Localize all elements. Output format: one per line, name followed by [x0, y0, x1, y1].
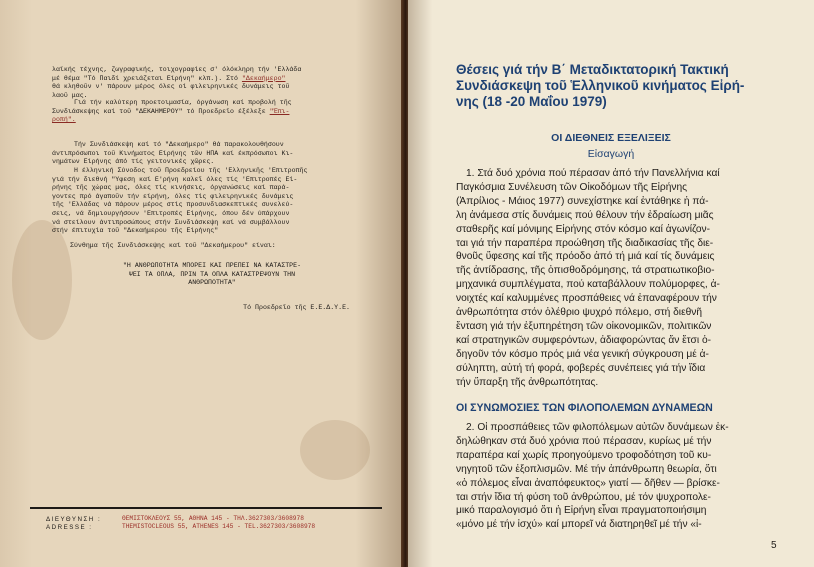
- text-line: ται γιά τήν παραπέρα προώθηση τῆς διαδικασίας τῆς διε-: [456, 237, 714, 249]
- paragraph-2: [456, 421, 782, 532]
- text-line: νά στείλουν άντιπροσώπους στήν Συνδιάσκεψη καί νά συμβάλλουν: [52, 218, 290, 226]
- highlight-epitropi: "Έπι-: [269, 107, 290, 115]
- text-line: ται στήν ἴδια τή φύση τοῦ ἀνθρώπου, μέ τόν ψυχροπολε-: [456, 491, 711, 503]
- section-heading-international: ΟΙ ΔΙΕΘΝΕΙΣ ΕΞΕΛΙΞΕΙΣ: [551, 132, 671, 144]
- address-footer: [30, 507, 382, 535]
- text-line: 1. Στά δυό χρόνια πού πέρασαν ἀπό τήν Πανελλήνια καί: [466, 168, 720, 179]
- quote-line: ΨΕΙ ΤΑ ΟΠΛΑ, ΠΡΙΝ ΤΑ ΟΠΛΑ ΚΑΤΑΣΤΡΕΨΟΥΝ ΤΗΝ: [128, 270, 296, 278]
- text-line: θά κληθοῦν ν' πάρουν μέρος όλες οί φιλειρηνικές δυνάμεις τοῦ: [52, 83, 290, 91]
- text-line: σταθερῆς καί μόνιμης Εἰρήνης στόν κόσμο καί ἀγωνίζον-: [456, 223, 711, 235]
- text-line: μέ θέμα "Τό Παιδί χρειάζεται Είρήνη" κλπ.). Στό "Δεκαήμερο": [52, 74, 286, 82]
- left-paragraph-4: [52, 167, 354, 236]
- title-line: νης (18 -20 Μαΐου 1979): [456, 94, 607, 109]
- text-line: «ὁ πόλεμος εἶναι ἀναπόφευκτος» γιατί — δῆθεν — βρίσκε-: [456, 477, 720, 489]
- quote-line: ΑΝΘΡΩΠΟΤΗΤΑ": [188, 279, 236, 287]
- slogan-quote: [92, 262, 332, 288]
- section-subheading-introduction: Εἰσαγωγή: [587, 148, 635, 160]
- footer-address: [122, 515, 382, 531]
- text-line: λαϊκής τέχνης, ζωγραφικής, τοιχογραφίες σ' όλόκληρη τήν 'Ελλάδα: [52, 66, 302, 73]
- text-line: σεις, νά δημιουργήσουν 'Επιτροπές Είρήνης, όπου δέν ύπάρχουν: [52, 209, 290, 217]
- highlight-dekaimero: "Δεκαήμερο": [241, 74, 286, 82]
- title-line: Θέσεις γιά τήν Β΄ Μεταδικτατορική Τακτική: [456, 62, 729, 77]
- text-line: λη ἀνάμεσα στίς δυνάμεις πού θέλουν τήν ἐδραίωση μιᾶς: [456, 209, 714, 221]
- text-line: Συνδιάσκεψης καί τοῦ "ΔΕΚΑΗΜΕΡΟΥ" τό Προεδρεῖο έξέλεξε "Έπι-: [52, 107, 290, 115]
- text-line: ἀνθρωπότητα στόν ὀλέθριο ψυχρό πόλεμο, στή διεθνῆ: [456, 307, 703, 319]
- text-line: ροπή".: [52, 116, 76, 124]
- left-paragraph-2: [52, 99, 354, 125]
- text-line: παραπέρα καί χωρίς προηγούμενο τροφοδότηση τοῦ κυ-: [456, 449, 712, 461]
- text-line: μηχανικά συμπλέγματα, πού καταβάλλουν πολύμορφες, ἀ-: [456, 279, 720, 291]
- address-line-greek: ΘΕΜΙΣΤΟΚΛΕΟΥΣ 55, ΑΘΗΝΑ 145 - ΤΗΛ.3627303/3608978: [122, 515, 304, 522]
- text-line: καί στρατηγικῶν συμφερόντων, ἀδιαφορώντας ἄν ἔτσι ὁ-: [456, 334, 712, 346]
- footer-label-french: ADRESSE :: [46, 524, 93, 531]
- section-heading-conspiracies: ΟΙ ΣΥΝΩΜΟΣΙΕΣ ΤΩΝ ΦΙΛΟΠΟΛΕΜΩΝ ΔΥΝΑΜΕΩΝ: [456, 402, 713, 414]
- left-paragraph-3: [52, 141, 354, 167]
- paper-stain: [300, 420, 370, 480]
- text-line: ἔνταση γιά τήν ἐξυπηρέτηση τῶν οἰκονομικῶν, πολιτικῶν: [456, 320, 712, 332]
- paragraph-1: [456, 167, 782, 390]
- text-line: Η έλληνική Σύνοδος τοῦ Προεδρείου τῆς 'Ελληνικῆς 'Επιτροπῆς: [74, 167, 308, 174]
- text-line: τῆς ἀντίδρασης, τῆς ὀπισθοδρόμησης, τά στρατιωτικοβιο-: [456, 265, 715, 277]
- paper-stain: [12, 220, 72, 340]
- signature: Τό Προεδρεῖο τῆς Ε.Ε.Δ.Υ.Ε.: [243, 304, 350, 311]
- text-line: τῆς 'Ελλάδας νά πάρουν μέρος στίς προσυνδιασκεπτικές συνελεύ-: [52, 201, 294, 209]
- text-line: Παγκόσμια Συνέλευση τῶν Οἰκοδόμων τῆς Εἰρήνης: [456, 181, 688, 193]
- text-line: δηγοῦν τόν κόσμο πρός μιά νέα γενική σύγκρουση μέ ἀ-: [456, 348, 709, 360]
- text-line: νηγητοῦ τῶν ἐξοπλισμῶν. Μέ τήν ἀπάνθρωπη θεωρία, ὅτι: [456, 463, 717, 475]
- left-paragraph-1: [52, 66, 354, 100]
- text-line: νοιχτές καί καλυμμένες προσπάθειες νά ἐπαναφέρουν τήν: [456, 293, 717, 305]
- text-line: νημάτων Είρήνης άπό τίς γειτονικές χῶρες.: [52, 158, 215, 166]
- text-line: μικό παραλογισμό ὅτι ἡ Εἰρήνη εἶναι πραγματοποιήσιμη: [456, 505, 707, 517]
- quote-line: "Η ΑΝΘΡΩΠΟΤΗΤΑ ΜΠΟΡΕΙ ΚΑΙ ΠΡΕΠΕΙ ΝΑ ΚΑΤΑΣΤΡΕ-: [122, 262, 302, 269]
- text-line: «μόνο μέ τήν ἰσχύ» καί μπορεῖ νά διατηρηθεῖ μέ τήν «ἰ-: [456, 519, 702, 531]
- footer-label: [46, 516, 118, 532]
- address-line-latin: THEMISTOCLEOUS 55, ATHENES 145 - TEL.3627303/3608978: [122, 523, 316, 530]
- text-line: στήν έπιτυχία τοῦ "Δεκαήμερου τῆς Είρήνης": [52, 227, 219, 235]
- text-line: άντιπρόσωποι τοῦ Κινήματος Είρήνης τῶν ΗΠΑ καί έκπρόσωποι Κι-: [52, 149, 294, 157]
- right-page: [408, 0, 814, 567]
- text-line: σύληπτη, αὐτή τή φορά, φοβερές συνέπειες γιά τήν ἴδια: [456, 362, 706, 374]
- text-line: Τήν Συνδιάσκεψη καί τό "Δεκαήμερο" θά παρακολουθήσουν: [74, 141, 284, 148]
- page-number: 5: [771, 540, 777, 551]
- text-line: ρήνης τῆς χώρας μας, όλες τίς κινήσεις, όργανώσεις καί παρά-: [52, 184, 290, 192]
- text-line: τήν ὕπαρξη τῆς ἀνθρωπότητας.: [456, 376, 599, 388]
- text-line: δηλώθηκαν στά δυό χρόνια πού πέρασαν, κυρίως μέ τήν: [456, 435, 712, 447]
- text-line: λαοῦ μας.: [52, 91, 88, 99]
- document-title: [456, 62, 790, 110]
- title-line: Συνδιάσκεψη τοῦ Ἑλληνικοῦ κινήματος Εἰρή-: [456, 78, 745, 93]
- text-line: Γιά τήν καλύτερη προετοιμασία, όργάνωση καί προβολή τῆς: [74, 99, 292, 106]
- left-page: [0, 0, 404, 567]
- text-line: (Ἀπρίλιος - Μάιος 1977) συνεχίστηκε καί ἐντάθηκε ἡ πά-: [456, 195, 709, 207]
- slogan-intro: [70, 242, 350, 251]
- text-line: θνοῦς ὕφεσης καί τῆς πρόοδο ἀπό τή μιά καί τίς δυνάμεις: [456, 251, 715, 263]
- text-line: γιά τήν διεθνή "Υφεση καί Ε'ρήνη καλεῖ όλες τίς 'Επιτροπές Εί-: [52, 175, 298, 183]
- text-line: 2. Οἱ προσπάθειες τῶν φιλοπόλεμων αὐτῶν δυνάμεων ἐκ-: [466, 422, 729, 433]
- text-line: γοντες πρό άγαποῦν τήν είρήνη, όλες τίς φιλειρηνικές δυνάμεις: [52, 192, 294, 200]
- text-line: Σύνθημα τῆς Συνδιάσκεψης καί τοῦ "Δεκαήμερου" είναι:: [70, 242, 276, 249]
- footer-label-greek: ΔΙΕΥΘΥΝΣΗ :: [46, 516, 102, 523]
